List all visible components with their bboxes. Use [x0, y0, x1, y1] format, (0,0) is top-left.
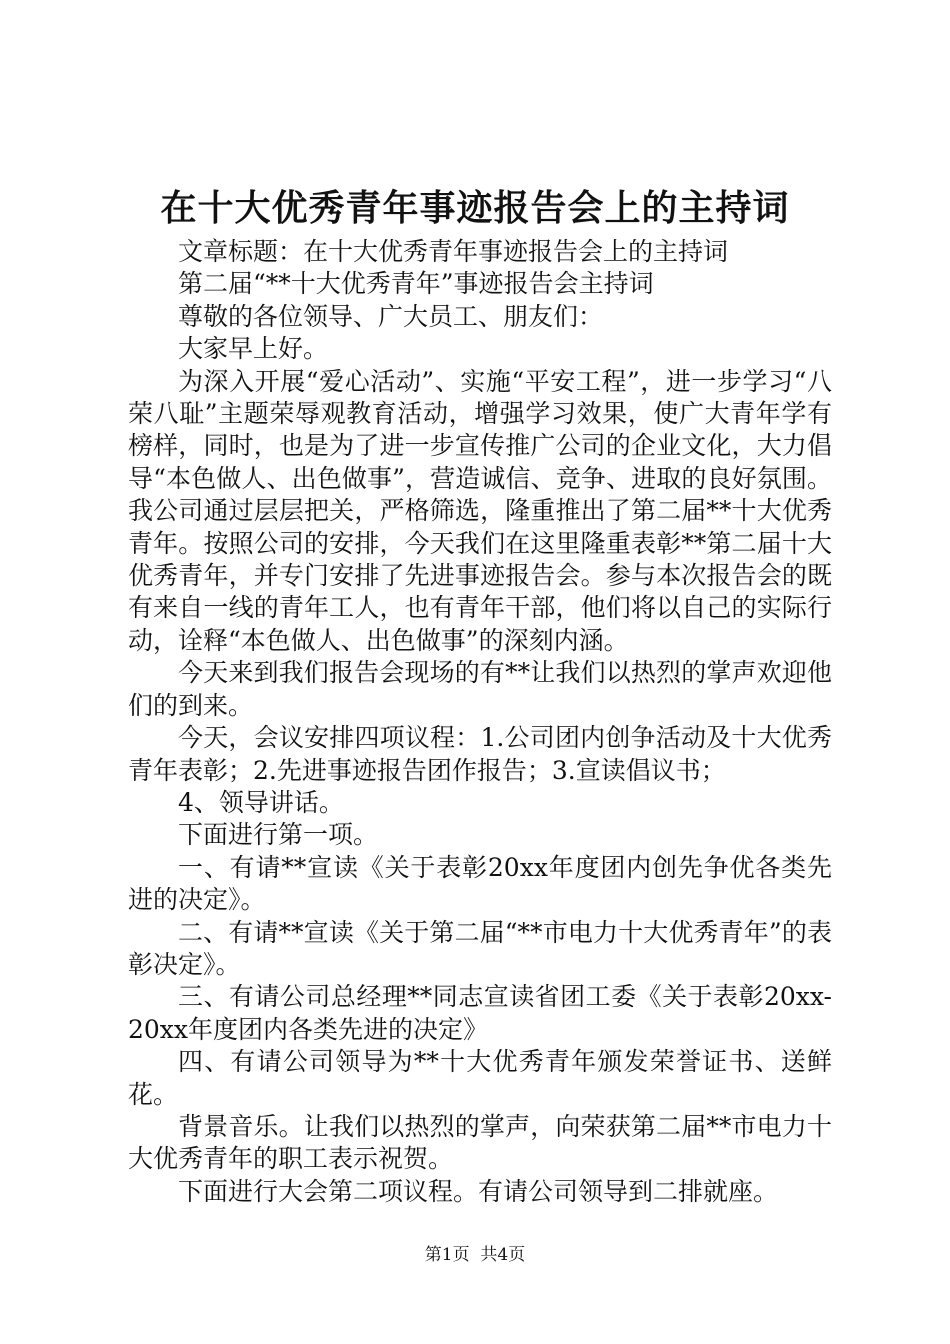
paragraph-background-music: 背景音乐。让我们以热烈的掌声，向荣获第二届**市电力十大优秀青年的职工表示祝贺。 — [128, 1111, 832, 1174]
paragraph-second-item: 下面进行大会第二项议程。有请公司领导到二排就座。 — [178, 1176, 779, 1206]
paragraph-step-one: 一、有请**宣读《关于表彰20xx年度团内创先争优各类先进的决定》。 — [128, 852, 832, 915]
document-title: 在十大优秀青年事迹报告会上的主持词 — [160, 187, 790, 229]
paragraph-step-three: 三、有请公司总经理**同志宣读省团工委《关于表彰20xx-20xx年度团内各类先进的决定》 — [128, 982, 832, 1044]
paragraph-step-two: 二、有请**宣读《关于第二届“**市电力十大优秀青年”的表彰决定》。 — [128, 917, 832, 979]
paragraph-step-four: 四、有请公司领导为**十大优秀青年颁发荣誉证书、送鲜花。 — [128, 1047, 832, 1109]
page-total: 共4页 — [480, 1245, 526, 1265]
paragraph-first-item: 下面进行第一项。 — [178, 820, 379, 850]
paragraph-subtitle: 第二届“**十大优秀青年”事迹报告会主持词 — [178, 269, 654, 299]
paragraph-agenda: 今天，会议安排四项议程：1.公司团内创争活动及十大优秀青年表彰；2.先进事迹报告团作报告；3.宣读倡议书； — [128, 723, 832, 785]
paragraph-salutation: 尊敬的各位领导、广大员工、朋友们： — [178, 301, 604, 331]
paragraph-greeting: 大家早上好。 — [178, 334, 329, 364]
paragraph-introduction: 为深入开展“爱心活动”、实施“平安工程”，进一步学习“八荣八耻”主题荣辱观教育活动，增强学习效果，使广大青年学有榜样，同时，也是为了进一步宣传推广公司的企业文化，大力倡导“本色做人、出色做事”，营造诚信、竞争、进取的良好氛围。我公司通过层层把关，严格筛选，隆重推出了第二届**十大优秀青年。按照公司的安排，今天我们在这里隆重表彰**第二届十大优秀青年，并专门安排了先进事迹报告会。参与本次报告会的既有来自一线的青年工人，也有青年干部，他们将以自己的实际行动，诠释“本色做人、出色做事”的深刻内涵。 — [128, 366, 832, 655]
paragraph-article-title: 文章标题：在十大优秀青年事迹报告会上的主持词 — [178, 237, 729, 266]
page-footer — [0, 1243, 950, 1267]
paragraph-welcome-guests: 今天来到我们报告会现场的有**让我们以热烈的掌声欢迎他们的到来。 — [128, 658, 832, 720]
paragraph-agenda-item-4: 4、领导讲话。 — [178, 787, 344, 817]
page-number: 第1页 — [424, 1245, 470, 1265]
document-body — [128, 236, 832, 1208]
